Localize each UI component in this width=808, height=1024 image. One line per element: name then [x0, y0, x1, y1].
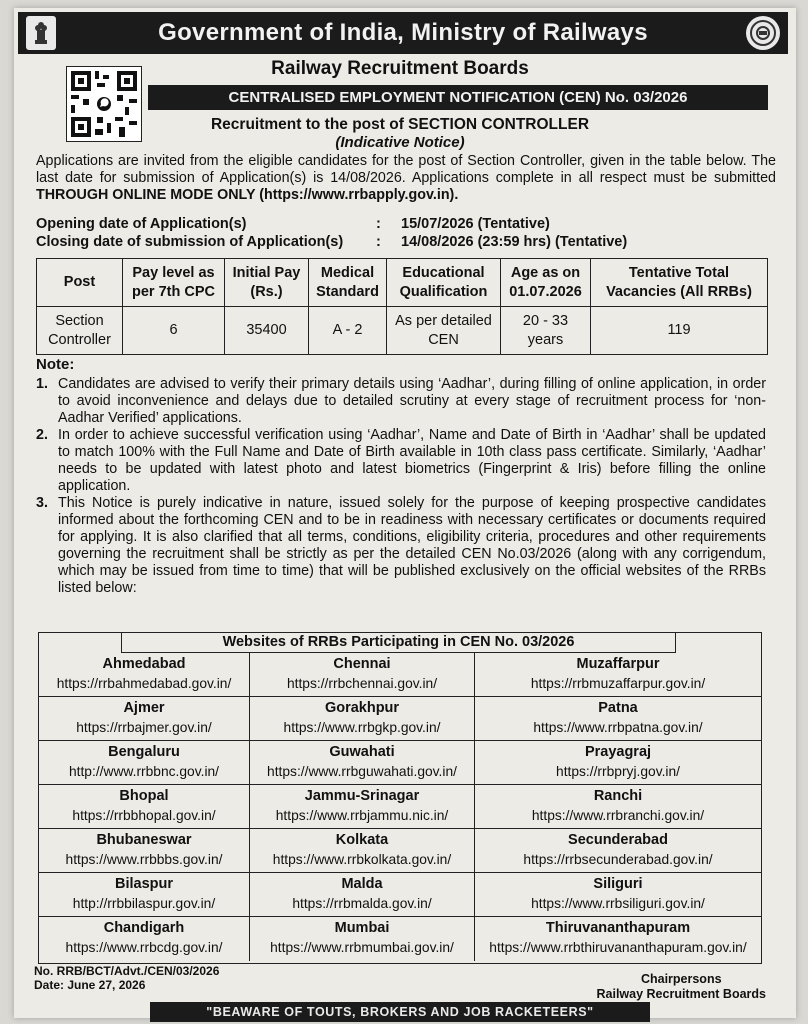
rrb-website-cell	[39, 785, 250, 829]
rrb-website-link[interactable]: http://rrbbilaspur.gov.in/	[72, 896, 216, 911]
post-title: Recruitment to the post of SECTION CONTROLLER	[210, 116, 590, 133]
note-item	[36, 495, 766, 597]
signature-block	[597, 972, 767, 1002]
websites-title: Websites of RRBs Participating in CEN No. 03/2026	[121, 633, 676, 653]
note-item	[36, 376, 766, 427]
intro-text: Applications are invited from the eligible candidates for the post of Section Controller, given in the table below. The last date for submission of Application(s) is 14/08/2026. Applications complete in all respect must be submitted	[36, 153, 776, 186]
rrb-website-link[interactable]: https://www.rrbthiruvananthapuram.gov.in/	[489, 940, 747, 955]
cell-medical: A - 2	[309, 307, 387, 355]
note-number: 3.	[36, 495, 48, 511]
rrb-website-cell	[475, 653, 761, 697]
indicative-notice-label: (Indicative Notice)	[335, 134, 465, 151]
cell-education: As per detailed CEN	[387, 307, 501, 355]
rrb-city-name: Jammu-Srinagar	[304, 788, 420, 804]
rrb-city-name: Secunderabad	[568, 832, 668, 848]
rrb-city-name: Gorakhpur	[324, 700, 400, 716]
rrb-city-name: Siliguri	[593, 876, 643, 892]
reference-number: No. RRB/BCT/Advt./CEN/03/2026	[34, 964, 220, 978]
rrb-city-name: Ahmedabad	[102, 656, 186, 672]
cell-post: Section Controller	[37, 307, 123, 355]
closing-date-label: Closing date of submission of Application(s)	[36, 234, 344, 250]
rrb-city-name: Prayagraj	[584, 744, 652, 760]
rrb-website-link[interactable]: https://www.rrbguwahati.gov.in/	[267, 764, 457, 779]
rrb-websites-table	[38, 632, 762, 964]
reference-block	[34, 964, 219, 992]
rrb-website-link[interactable]: https://www.rrbmumbai.gov.in/	[270, 940, 454, 955]
intro-online-mode: THROUGH ONLINE MODE ONLY (https://www.rrbapply.gov.in).	[36, 187, 459, 203]
rrb-website-cell	[39, 741, 250, 785]
opening-date-label: Opening date of Application(s)	[36, 216, 247, 232]
rrb-website-cell	[39, 829, 250, 873]
rrb-website-link[interactable]: https://www.rrbgkp.gov.in/	[283, 720, 441, 735]
rrb-city-name: Ajmer	[123, 700, 165, 716]
note-number: 2.	[36, 427, 48, 443]
warning-banner: "BEAWARE OF TOUTS, BROKERS AND JOB RACKETEERS"	[150, 1002, 650, 1022]
title-banner	[18, 12, 788, 54]
rrb-website-cell	[250, 917, 475, 961]
notification-banner: CENTRALISED EMPLOYMENT NOTIFICATION (CEN) No. 03/2026	[148, 85, 768, 110]
rrb-city-name: Thiruvananthapuram	[545, 920, 691, 936]
rrb-website-link[interactable]: https://www.rrbranchi.gov.in/	[531, 808, 705, 823]
note-number: 1.	[36, 376, 48, 392]
cell-initial-pay: 35400	[225, 307, 309, 355]
rrb-city-name: Patna	[598, 700, 638, 716]
page-title: Government of India, Ministry of Railways	[158, 19, 648, 46]
rrb-website-cell	[250, 785, 475, 829]
rrb-website-link[interactable]: https://rrbmuzaffarpur.gov.in/	[530, 676, 706, 691]
rrb-website-cell	[250, 829, 475, 873]
rrb-city-name: Malda	[341, 876, 383, 892]
railway-logo-icon	[746, 16, 780, 50]
note-item	[36, 427, 766, 495]
rrb-website-link[interactable]: https://www.rrbsiliguri.gov.in/	[531, 896, 705, 911]
rrb-city-name: Bhopal	[119, 788, 169, 804]
rrb-city-name: Bilaspur	[114, 876, 173, 892]
qr-code-icon[interactable]	[66, 66, 142, 142]
rrb-website-link[interactable]: https://www.rrbjammu.nic.in/	[275, 808, 449, 823]
rrb-city-name: Chandigarh	[103, 920, 185, 936]
rrb-website-cell	[39, 653, 250, 697]
rrb-website-link[interactable]: https://www.rrbbbs.gov.in/	[65, 852, 223, 867]
note-text: Candidates are advised to verify their primary details using ‘Aadhar’, during filling of online application, in order to avoid inconvenience and delays due to detailed scrutiny at every stage of recruitment process for ‘non-Aadhar Verified’ applications.	[58, 376, 766, 426]
rrb-website-link[interactable]: https://rrbbhopal.gov.in/	[72, 808, 216, 823]
rrb-website-cell	[475, 741, 761, 785]
note-heading: Note:	[36, 356, 75, 373]
header-age: Age as on 01.07.2026	[501, 259, 591, 307]
rrb-website-link[interactable]: https://rrbajmer.gov.in/	[76, 720, 212, 735]
subtitle: Railway Recruitment Boards	[271, 58, 529, 79]
table-row	[37, 307, 768, 355]
cell-age: 20 - 33 years	[501, 307, 591, 355]
rrb-website-cell	[250, 653, 475, 697]
rrb-website-link[interactable]: https://www.rrbkolkata.gov.in/	[272, 852, 452, 867]
rrb-city-name: Bengaluru	[108, 744, 180, 760]
rrb-website-link[interactable]: https://rrbsecunderabad.gov.in/	[523, 852, 713, 867]
notes-list	[36, 376, 766, 597]
header-post: Post	[37, 259, 123, 307]
rrb-website-cell	[250, 741, 475, 785]
rrb-website-link[interactable]: https://rrbahmedabad.gov.in/	[56, 676, 232, 691]
rrb-city-name: Chennai	[333, 656, 391, 672]
rrb-website-link[interactable]: https://rrbmalda.gov.in/	[292, 896, 432, 911]
colon: :	[376, 216, 381, 232]
rrb-website-cell	[475, 873, 761, 917]
rrb-website-link[interactable]: https://rrbchennai.gov.in/	[286, 676, 438, 691]
rrb-website-cell	[475, 829, 761, 873]
rrb-website-link[interactable]: https://rrbpryj.gov.in/	[556, 764, 680, 779]
header-medical: Medical Standard	[309, 259, 387, 307]
rrb-website-link[interactable]: https://www.rrbcdg.gov.in/	[65, 940, 223, 955]
rrb-website-cell	[250, 873, 475, 917]
note-text: In order to achieve successful verification using ‘Aadhar’, Name and Date of Birth in ‘Aadhar’ shall be updated to match 100% with the Full Name and Date of Birth available in 10th class pass certificate. Similarly, ‘Aadhar’ needs to be updated with latest photo and latest biometrics (Fingerprint & Iris) before filling the online application.	[58, 427, 766, 494]
header-education: Educational Qualification	[387, 259, 501, 307]
rrb-website-cell	[39, 917, 250, 961]
note-text: This Notice is purely indicative in nature, issued solely for the purpose of keeping prospective candidates informed about the forthcoming CEN and to be in readiness with necessary certificates or documents required for applying. It is also clarified that all terms, conditions, eligibility criteria, procedures and other requirements governing the recruitment shall be strictly as per the detailed CEN No.03/2026 (along with any corrigendum, which may be issued from time to time) that will be published exclusively on the official websites of the RRBs listed below:	[58, 495, 766, 596]
national-emblem-icon	[26, 16, 56, 50]
rrb-city-name: Ranchi	[593, 788, 643, 804]
notice-date: Date: June 27, 2026	[34, 978, 146, 992]
rrb-website-link[interactable]: http://www.rrbbnc.gov.in/	[68, 764, 220, 779]
signatory-title: Chairpersons	[640, 972, 722, 986]
rrb-website-cell	[39, 873, 250, 917]
header-initial-pay: Initial Pay (Rs.)	[225, 259, 309, 307]
header-pay-level: Pay level as per 7th CPC	[123, 259, 225, 307]
intro-paragraph	[36, 153, 776, 204]
rrb-website-cell	[475, 697, 761, 741]
application-dates	[36, 215, 776, 251]
rrb-city-name: Mumbai	[334, 920, 390, 936]
colon: :	[376, 234, 381, 250]
cell-vacancies: 119	[591, 307, 768, 355]
rrb-website-cell	[39, 697, 250, 741]
closing-date-value: 14/08/2026 (23:59 hrs) (Tentative)	[401, 234, 628, 250]
websites-grid	[39, 653, 761, 961]
header-vacancies: Tentative Total Vacancies (All RRBs)	[591, 259, 768, 307]
rrb-city-name: Kolkata	[335, 832, 389, 848]
cell-pay-level: 6	[123, 307, 225, 355]
rrb-website-link[interactable]: https://www.rrbpatna.gov.in/	[533, 720, 703, 735]
rrb-website-cell	[475, 785, 761, 829]
signatory-org: Railway Recruitment Boards	[596, 987, 766, 1001]
opening-date-value: 15/07/2026 (Tentative)	[401, 216, 550, 232]
rrb-city-name: Muzaffarpur	[576, 656, 660, 672]
rrb-city-name: Guwahati	[329, 744, 395, 760]
rrb-website-cell	[475, 917, 761, 961]
rrb-city-name: Bhubaneswar	[96, 832, 192, 848]
vacancy-table	[36, 258, 768, 355]
rrb-website-cell	[250, 697, 475, 741]
